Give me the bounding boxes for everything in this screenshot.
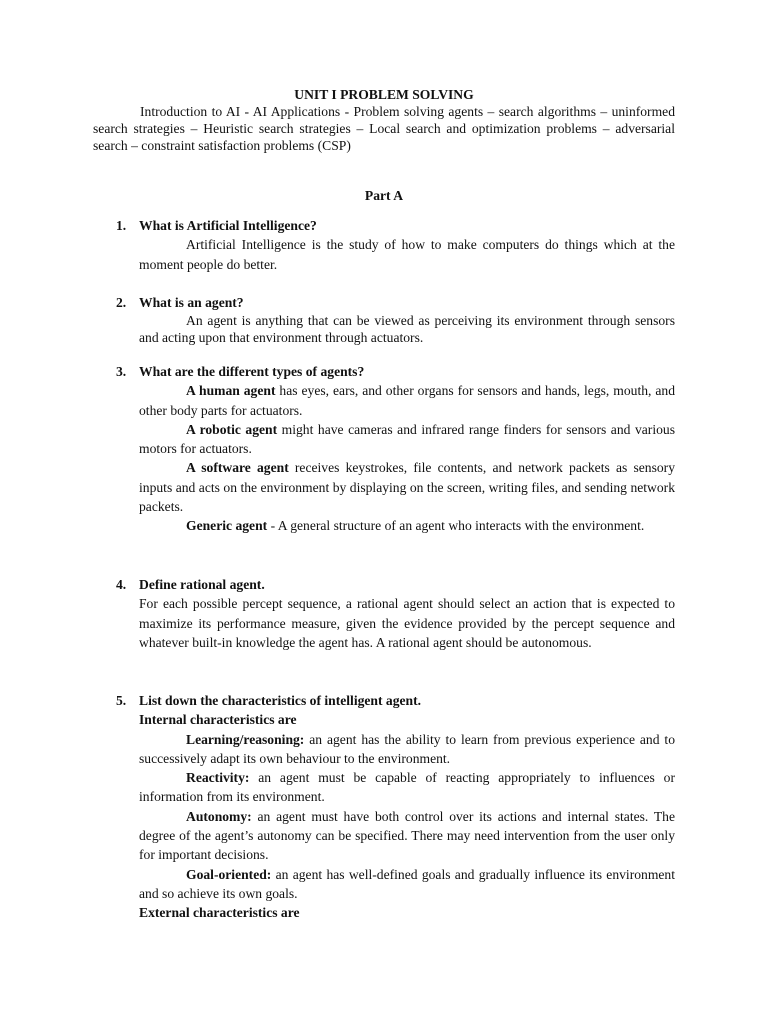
agent-type-item: A human agent has eyes, ears, and other organs for sensors and hands, legs, mouth, and other body parts for actuators. — [139, 383, 675, 418]
question-number: 1. — [116, 218, 127, 233]
agent-type-term: A robotic agent — [186, 421, 278, 437]
agent-type-item: A robotic agent might have cameras and infrared range finders for sensors and various motors for actuators. — [139, 421, 675, 457]
characteristic-term: Goal-oriented: — [186, 866, 272, 882]
question-number: 2. — [116, 295, 127, 310]
characteristic-term: Autonomy: — [186, 808, 252, 824]
question-number: 3. — [116, 364, 127, 379]
agent-type-term: A software agent — [186, 460, 289, 476]
internal-characteristics-heading: Internal characteristics are — [139, 712, 297, 728]
characteristic-item: Learning/reasoning: an agent has the ability to learn from previous experience and to successively adapt its own behaviour to the environment. — [139, 731, 675, 766]
question-answer: For each possible percept sequence, a rational agent should select an action that is expected to maximize its performance measure, given the evidence provided by the percept sequence and whatever built-in knowledge the agent has. A rational agent should be autonomous. — [139, 596, 675, 650]
question-number: 4. — [116, 577, 127, 592]
question-answer: Artificial Intelligence is the study of how to make computers do things which at the moment people do better. — [139, 237, 675, 272]
agent-type-item: A software agent receives keystrokes, file contents, and network packets as sensory inputs and acts on the environment by displaying on the screen, writing files, and sending network packets. — [139, 460, 675, 515]
question-1 — [116, 216, 675, 274]
question-heading: What is Artificial Intelligence? — [139, 218, 317, 233]
characteristic-term: Reactivity: — [186, 770, 250, 786]
question-heading: What is an agent? — [139, 295, 244, 310]
question-heading: Define rational agent. — [139, 577, 265, 592]
characteristic-item: Goal-oriented: an agent has well-defined goals and gradually influence its environment and so achieve its own goals. — [139, 866, 675, 901]
unit-intro-text: Introduction to AI - AI Applications - Problem solving agents – search algorithms – uninformed search strategies – Heuristic search strategies – Local search and optimization problems – adversarial search – constraint satisfaction problems (CSP) — [93, 104, 675, 153]
question-heading: What are the different types of agents? — [139, 364, 365, 379]
characteristic-item: Autonomy: an agent must have both control over its actions and internal states. The degree of the agent’s autonomy can be specified. There may need intervention from the user only for important decisions. — [139, 808, 675, 863]
characteristic-item: Reactivity: an agent must be capable of reacting appropriately to influences or information from its environment. — [139, 770, 675, 805]
unit-intro — [93, 103, 675, 154]
question-5 — [116, 691, 675, 923]
question-4 — [116, 575, 675, 652]
external-characteristics-heading: External characteristics are — [139, 905, 300, 921]
question-2 — [116, 293, 675, 346]
agent-type-item: Generic agent - A general structure of an agent who interacts with the environment. — [186, 518, 645, 534]
unit-title: UNIT I PROBLEM SOLVING — [294, 87, 474, 102]
question-heading: List down the characteristics of intelligent agent. — [139, 693, 422, 708]
part-title: Part A — [364, 188, 404, 203]
question-3 — [116, 362, 675, 536]
question-number: 5. — [116, 693, 127, 708]
characteristic-term: Learning/reasoning: — [186, 731, 305, 747]
question-answer: An agent is anything that can be viewed as perceiving its environment through sensors and acting upon that environment through actuators. — [139, 313, 675, 346]
agent-type-term: A human agent — [186, 383, 276, 399]
agent-type-term: Generic agent — [186, 518, 268, 534]
